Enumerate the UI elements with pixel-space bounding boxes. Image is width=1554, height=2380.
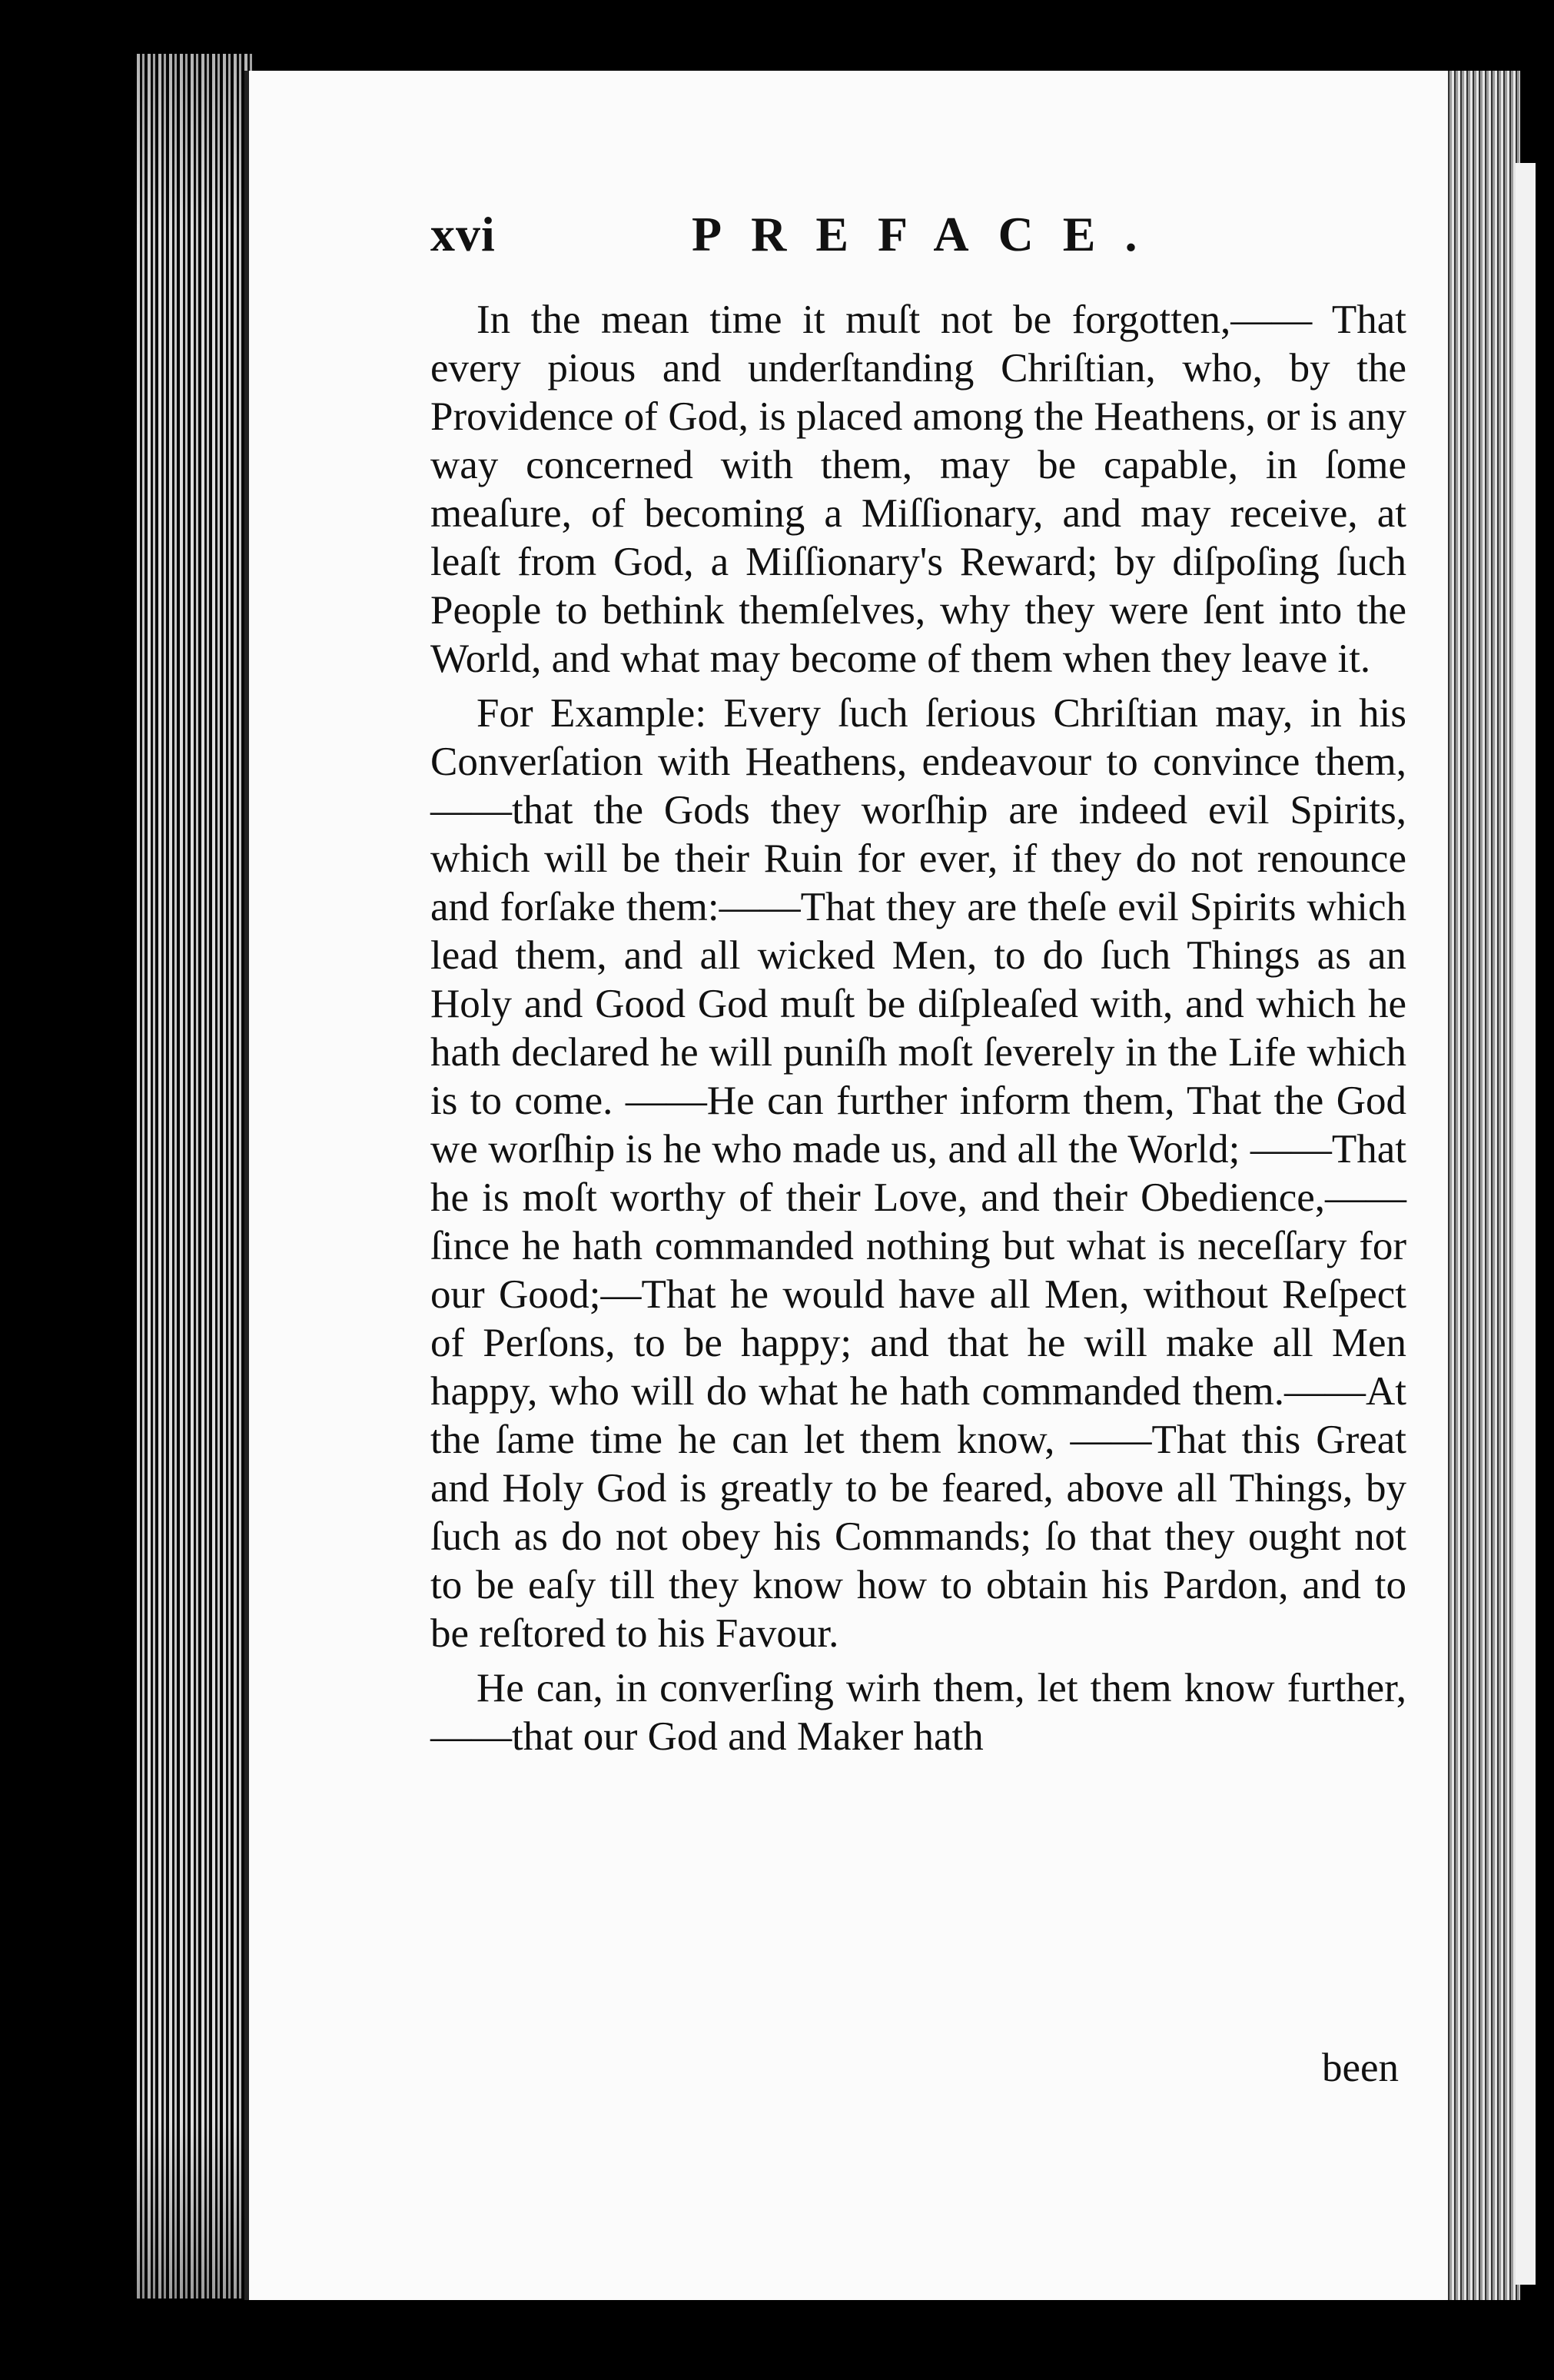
paragraph-2: For Example: Every ſuch ſerious Chriſtian may, in his Converſation with Heathens, endeavour to convince them,——that the Gods they worſhip are indeed evil Spirits, which will be their Ruin for ever, if they do not renounce and forſake them:——That they are theſe evil Spirits which lead them, and all wicked Men, to do ſuch Things as an Holy and Good God muſt be diſpleaſed with, and which he hath declared he will puniſh moſt ſeverely in the Life which is to come. ——He can further inform them, That the God we worſhip is he who made us, and all the World; ——That he is moſt worthy of their Love, and their Obedience,——ſince he hath commanded nothing but what is neceſſary for our Good;—That he would have all Men, without Reſpect of Perſons, to be happy; and that he will make all Men happy, who will do what he hath commanded them.——At the ſame time he can let them know, ——That this Great and Holy God is greatly to be feared, above all Things, by ſuch as do not obey his Commands; ſo that they ought not to be eaſy till they know how to obtain his Pardon, and to be reſtored to his Favour. bbox=[430, 691, 1406, 1656]
left-page-edges bbox=[137, 54, 252, 2299]
right-page-edges bbox=[1443, 71, 1520, 2300]
running-title: PREFACE. bbox=[692, 207, 1167, 261]
catchword: been bbox=[1322, 2046, 1400, 2090]
paragraph-1: In the mean time it muſt not be forgotten,—— That every pious and underſtanding Chriſtian, who, by the Providence of God, is placed among the Heathens, or is any way concerned with them, may be capable, in ſome meaſure, of becoming a Miſſionary, and may receive, at leaſt from God, a Miſſionary's Reward; by diſpoſing ſuch People to bethink themſelves, why they were ſent into the World, and what may become of them when they leave it. bbox=[430, 298, 1406, 681]
page-number: xvi bbox=[430, 207, 496, 261]
paragraph-3: He can, in converſing wirh them, let them know further,——that our God and Maker hath bbox=[430, 1666, 1406, 1759]
body-text bbox=[430, 296, 1406, 1761]
running-header bbox=[430, 206, 1429, 275]
